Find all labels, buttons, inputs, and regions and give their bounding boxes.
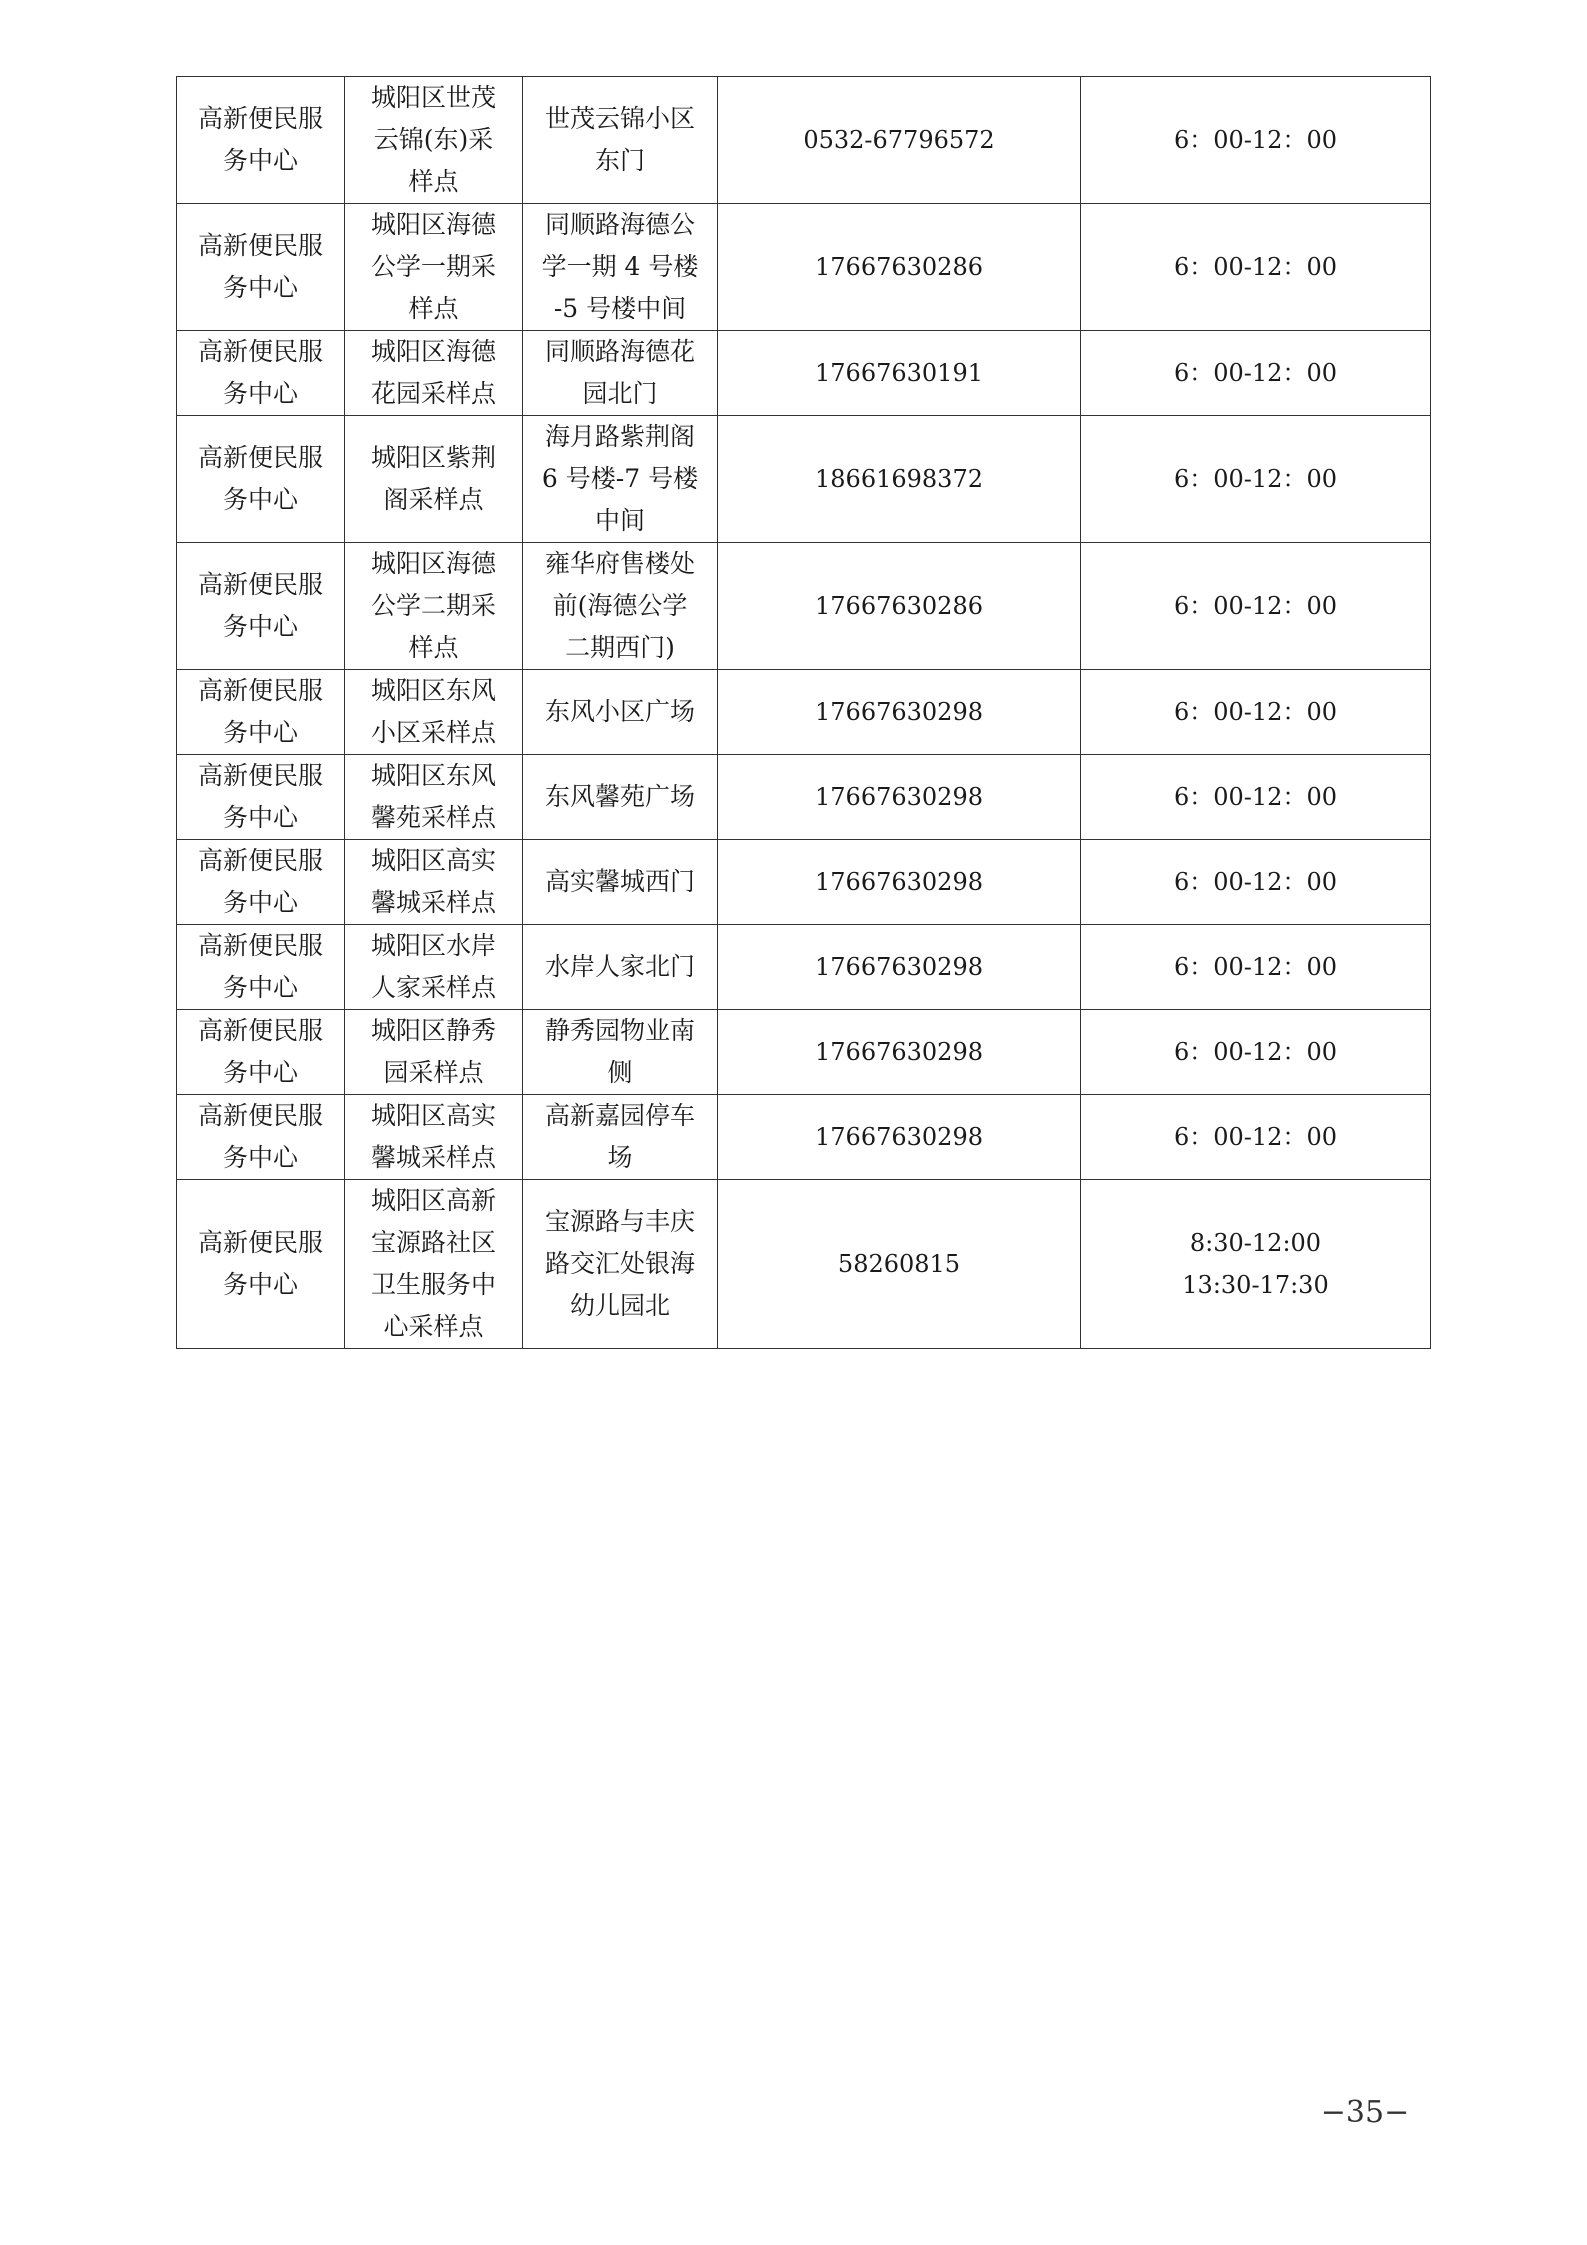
org-cell: 高新便民服 务中心 [177,755,345,840]
org-cell: 高新便民服 务中心 [177,1095,345,1180]
site-cell: 城阳区海德 公学一期采 样点 [345,204,523,331]
org-cell: 高新便民服 务中心 [177,925,345,1010]
site-cell: 城阳区高新 宝源路社区 卫生服务中 心采样点 [345,1180,523,1349]
org-cell: 高新便民服 务中心 [177,331,345,416]
hours-cell: 6：00-12：00 [1081,1095,1431,1180]
phone-cell: 58260815 [718,1180,1081,1349]
hours-cell: 6：00-12：00 [1081,840,1431,925]
table-row [177,755,1431,840]
org-cell: 高新便民服 务中心 [177,1180,345,1349]
hours-cell: 6：00-12：00 [1081,204,1431,331]
org-cell: 高新便民服 务中心 [177,1010,345,1095]
site-cell: 城阳区高实 馨城采样点 [345,1095,523,1180]
table-row [177,840,1431,925]
phone-cell: 17667630298 [718,755,1081,840]
address-cell: 高实馨城西门 [523,840,718,925]
hours-cell: 6：00-12：00 [1081,331,1431,416]
table-row [177,1095,1431,1180]
address-cell: 世茂云锦小区 东门 [523,77,718,204]
table-row [177,77,1431,204]
table-row [177,331,1431,416]
phone-cell: 0532-67796572 [718,77,1081,204]
hours-cell: 6：00-12：00 [1081,755,1431,840]
address-cell: 高新嘉园停车 场 [523,1095,718,1180]
site-cell: 城阳区海德 花园采样点 [345,331,523,416]
table-body [177,77,1431,1349]
phone-cell: 17667630286 [718,204,1081,331]
phone-cell: 17667630286 [718,543,1081,670]
table-row [177,543,1431,670]
hours-cell: 6：00-12：00 [1081,77,1431,204]
org-cell: 高新便民服 务中心 [177,543,345,670]
site-cell: 城阳区水岸 人家采样点 [345,925,523,1010]
table-row [177,416,1431,543]
table-row [177,925,1431,1010]
org-cell: 高新便民服 务中心 [177,204,345,331]
table-row [177,204,1431,331]
address-cell: 宝源路与丰庆 路交汇处银海 幼儿园北 [523,1180,718,1349]
site-cell: 城阳区静秀 园采样点 [345,1010,523,1095]
address-cell: 静秀园物业南 侧 [523,1010,718,1095]
hours-cell: 6：00-12：00 [1081,416,1431,543]
site-cell: 城阳区紫荆 阁采样点 [345,416,523,543]
site-cell: 城阳区高实 馨城采样点 [345,840,523,925]
page-number: −35− [1320,2095,1410,2130]
hours-cell: 8:30-12:00 13:30-17:30 [1081,1180,1431,1349]
site-cell: 城阳区东风 小区采样点 [345,670,523,755]
org-cell: 高新便民服 务中心 [177,77,345,204]
table-row [177,1180,1431,1349]
address-cell: 东风馨苑广场 [523,755,718,840]
address-cell: 同顺路海德公 学一期 4 号楼 -5 号楼中间 [523,204,718,331]
address-cell: 水岸人家北门 [523,925,718,1010]
org-cell: 高新便民服 务中心 [177,670,345,755]
phone-cell: 17667630298 [718,925,1081,1010]
phone-cell: 17667630298 [718,1095,1081,1180]
address-cell: 东风小区广场 [523,670,718,755]
sampling-sites-table [176,76,1431,1349]
address-cell: 同顺路海德花 园北门 [523,331,718,416]
address-cell: 海月路紫荆阁 6 号楼-7 号楼 中间 [523,416,718,543]
org-cell: 高新便民服 务中心 [177,416,345,543]
table-row [177,670,1431,755]
address-cell: 雍华府售楼处 前(海德公学 二期西门) [523,543,718,670]
site-cell: 城阳区海德 公学二期采 样点 [345,543,523,670]
site-cell: 城阳区世茂 云锦(东)采 样点 [345,77,523,204]
site-cell: 城阳区东风 馨苑采样点 [345,755,523,840]
phone-cell: 17667630298 [718,1010,1081,1095]
org-cell: 高新便民服 务中心 [177,840,345,925]
phone-cell: 17667630298 [718,670,1081,755]
phone-cell: 18661698372 [718,416,1081,543]
phone-cell: 17667630298 [718,840,1081,925]
hours-cell: 6：00-12：00 [1081,670,1431,755]
table-row [177,1010,1431,1095]
hours-cell: 6：00-12：00 [1081,1010,1431,1095]
hours-cell: 6：00-12：00 [1081,543,1431,670]
hours-cell: 6：00-12：00 [1081,925,1431,1010]
phone-cell: 17667630191 [718,331,1081,416]
